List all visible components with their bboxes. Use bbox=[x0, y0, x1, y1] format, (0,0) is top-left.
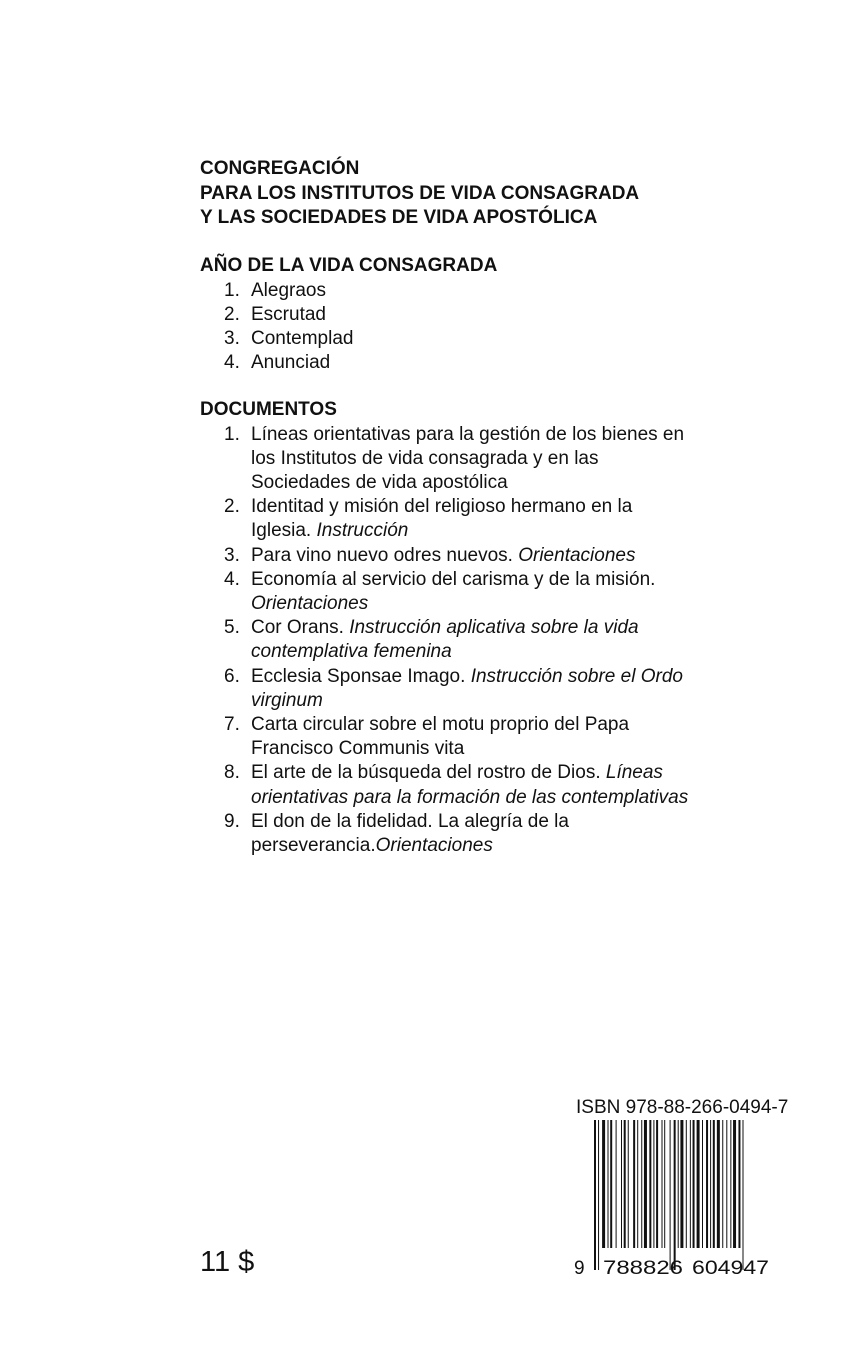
barcode-bar bbox=[717, 1120, 720, 1248]
document-title-text: Líneas orientativas para la gestión de los bienes en bbox=[251, 423, 685, 445]
barcode-bar bbox=[738, 1120, 740, 1248]
document-type-text: virginum bbox=[251, 689, 323, 711]
document-line bbox=[251, 616, 840, 640]
heading-line-2: PARA LOS INSTITUTOS DE VIDA CONSAGRADA bbox=[200, 182, 640, 204]
document-line bbox=[251, 640, 840, 664]
list-item bbox=[200, 279, 840, 303]
document-type-text: Líneas bbox=[605, 762, 663, 784]
barcode-bar bbox=[674, 1120, 676, 1270]
document-type-text: Instrucción sobre el Ordo bbox=[470, 665, 683, 687]
document-type-text: contemplativa femenina bbox=[251, 641, 452, 663]
document-item bbox=[200, 495, 840, 543]
document-line bbox=[251, 665, 840, 689]
price: 11 $ bbox=[200, 1246, 255, 1278]
document-type-text: Instrucción aplicativa sobre la vida bbox=[349, 617, 639, 639]
year-section-title: AÑO DE LA VIDA CONSAGRADA bbox=[200, 255, 498, 276]
document-type-text: orientativas para la formación de las contemplativas bbox=[251, 786, 689, 808]
document-type-text: Orientaciones bbox=[518, 544, 636, 566]
item-text: Anunciad bbox=[251, 352, 331, 374]
barcode-bar bbox=[628, 1120, 629, 1248]
barcode-bar bbox=[608, 1120, 609, 1248]
document-item bbox=[200, 616, 840, 664]
barcode-bar bbox=[702, 1120, 703, 1248]
document-title-text: El arte de la búsqueda del rostro de Dios. bbox=[251, 762, 606, 784]
document-item bbox=[200, 568, 840, 616]
barcode-first-digit: 9 bbox=[574, 1258, 585, 1279]
year-list bbox=[200, 279, 840, 376]
barcode-group-2: 604947 bbox=[692, 1258, 769, 1279]
heading-line-3: Y LAS SOCIEDADES DE VIDA APOSTÓLICA bbox=[200, 207, 598, 228]
document-type-text: Orientaciones bbox=[251, 592, 369, 614]
document-line bbox=[251, 423, 840, 447]
barcode-bar bbox=[670, 1120, 671, 1270]
document-title-text: Para vino nuevo odres nuevos. bbox=[251, 544, 519, 566]
list-item bbox=[200, 303, 840, 327]
barcode-bar bbox=[664, 1120, 665, 1248]
list-item bbox=[200, 327, 840, 351]
barcode-bar bbox=[641, 1120, 642, 1248]
item-number: 4. bbox=[224, 568, 240, 590]
item-number: 2. bbox=[224, 496, 240, 518]
barcode-bar bbox=[649, 1120, 651, 1248]
document-line bbox=[251, 689, 840, 713]
document-line bbox=[251, 519, 840, 543]
barcode-bar bbox=[686, 1120, 687, 1248]
publisher-heading bbox=[200, 157, 820, 231]
item-number: 8. bbox=[224, 762, 240, 784]
document-title-text: Identitad y misión del religioso hermano en la bbox=[251, 496, 633, 518]
item-number: 5. bbox=[224, 617, 240, 639]
barcode-bar bbox=[690, 1120, 691, 1248]
barcode-bar bbox=[678, 1120, 679, 1248]
item-number: 3. bbox=[224, 327, 240, 349]
barcode-bar bbox=[680, 1120, 683, 1248]
document-type-text: Instrucción bbox=[316, 520, 409, 542]
documents-section-title: DOCUMENTOS bbox=[200, 399, 337, 420]
item-number: 9. bbox=[224, 810, 240, 832]
item-text: Contemplad bbox=[251, 327, 354, 349]
document-title-text: perseverancia. bbox=[251, 834, 376, 856]
barcode-bar bbox=[598, 1120, 599, 1270]
barcode-bar bbox=[656, 1120, 658, 1248]
list-item bbox=[200, 351, 840, 375]
barcode-bar bbox=[653, 1120, 654, 1248]
document-title-text: El don de la fidelidad. La alegría de la bbox=[251, 810, 569, 832]
heading-line-1: CONGREGACIÓN bbox=[200, 158, 360, 179]
documents-section bbox=[200, 398, 840, 858]
document-line bbox=[251, 544, 840, 568]
document-item bbox=[200, 761, 840, 809]
document-line bbox=[251, 834, 840, 858]
year-section bbox=[200, 254, 840, 375]
barcode-bar bbox=[726, 1120, 727, 1248]
documents-list bbox=[200, 423, 840, 859]
document-line bbox=[251, 810, 840, 834]
barcode-bar bbox=[610, 1120, 612, 1248]
barcode-bar bbox=[644, 1120, 647, 1248]
document-line bbox=[251, 737, 840, 761]
document-line bbox=[251, 761, 840, 785]
barcode-bar bbox=[706, 1120, 708, 1248]
item-number: 4. bbox=[224, 352, 240, 374]
item-text: Alegraos bbox=[251, 279, 326, 301]
document-line bbox=[251, 568, 840, 592]
barcode bbox=[566, 1120, 786, 1280]
document-title-text: Francisco Communis vita bbox=[251, 738, 465, 760]
document-title-text: Sociedades de vida apostólica bbox=[251, 471, 508, 493]
document-type-text: Orientaciones bbox=[375, 834, 493, 856]
document-title-text: Carta circular sobre el motu proprio del Papa bbox=[251, 713, 630, 735]
barcode-bar bbox=[710, 1120, 711, 1248]
document-item bbox=[200, 423, 840, 496]
document-title-text: Ecclesia Sponsae Imago. bbox=[251, 665, 471, 687]
document-title-text: los Institutos de vida consagrada y en las bbox=[251, 447, 599, 469]
document-title-text: Cor Orans. bbox=[251, 617, 350, 639]
barcode-bar bbox=[662, 1120, 663, 1248]
barcode-bar bbox=[624, 1120, 626, 1248]
item-number: 7. bbox=[224, 713, 240, 735]
item-number: 1. bbox=[224, 279, 240, 301]
barcode-bar bbox=[730, 1120, 731, 1248]
document-line bbox=[251, 713, 840, 737]
document-item bbox=[200, 544, 840, 568]
barcode-bar bbox=[637, 1120, 638, 1248]
item-number: 3. bbox=[224, 544, 240, 566]
barcode-bar bbox=[693, 1120, 695, 1248]
document-line bbox=[251, 592, 840, 616]
barcode-bar bbox=[594, 1120, 596, 1270]
document-title-text: Economía al servicio del carisma y de la misión. bbox=[251, 568, 656, 590]
item-number: 6. bbox=[224, 665, 240, 687]
barcode-group-1: 788826 bbox=[603, 1258, 683, 1279]
document-item bbox=[200, 810, 840, 858]
barcode-bar bbox=[616, 1120, 617, 1248]
barcode-bar bbox=[602, 1120, 605, 1248]
document-item bbox=[200, 713, 840, 761]
barcode-bar bbox=[633, 1120, 635, 1248]
document-line bbox=[251, 447, 840, 471]
barcode-bar bbox=[621, 1120, 622, 1248]
item-number: 1. bbox=[224, 423, 240, 445]
item-text: Escrutad bbox=[251, 303, 326, 325]
barcode-bar bbox=[713, 1120, 715, 1248]
document-line bbox=[251, 471, 840, 495]
document-line bbox=[251, 495, 840, 519]
document-item bbox=[200, 665, 840, 713]
item-number: 2. bbox=[224, 303, 240, 325]
barcode-bar bbox=[697, 1120, 700, 1248]
barcode-bar bbox=[722, 1120, 723, 1248]
document-title-text: Iglesia. bbox=[251, 520, 317, 542]
document-line bbox=[251, 786, 840, 810]
barcode-bar bbox=[733, 1120, 736, 1248]
barcode-bar bbox=[743, 1120, 744, 1270]
isbn-label: ISBN 978-88-266-0494-7 bbox=[576, 1097, 789, 1118]
